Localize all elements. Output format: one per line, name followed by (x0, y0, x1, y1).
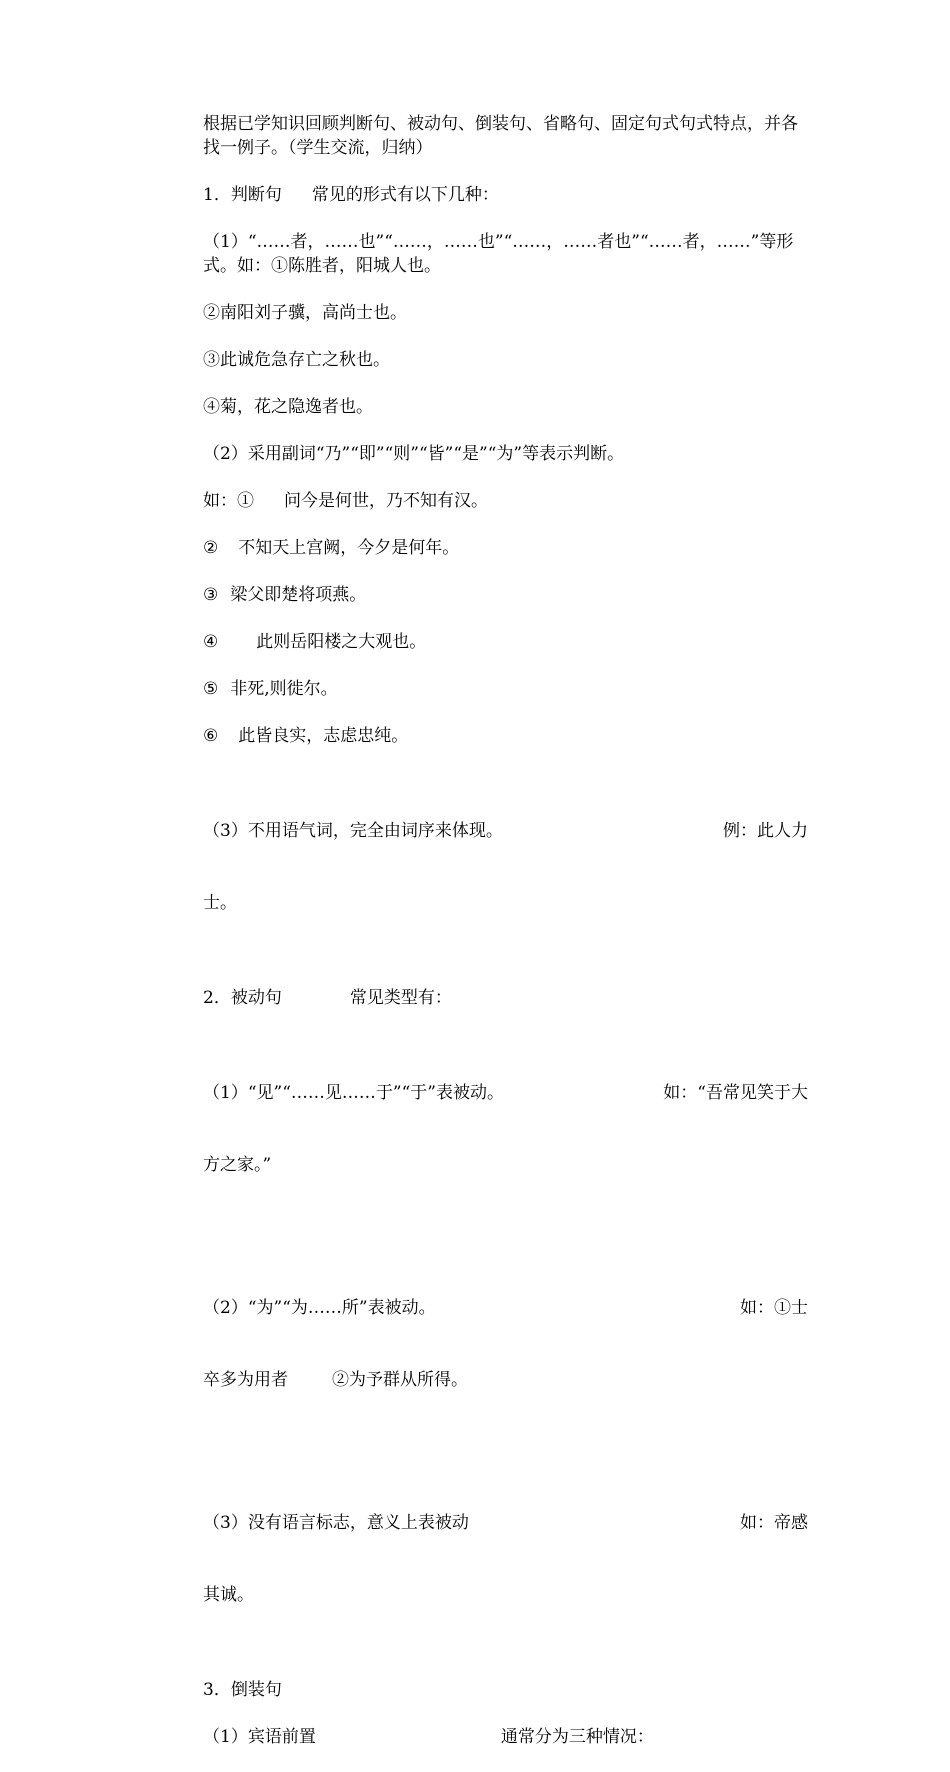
adverb-example-3 (203, 583, 808, 607)
paragraph-note: 通常分为三种情况： (500, 1727, 654, 1747)
judgment-example-2: ②南阳刘子骥，高尚士也。 (203, 303, 407, 323)
adverb-example-2 (203, 536, 808, 560)
adverb-example-1 (203, 489, 808, 513)
example-text: 梁父即楚将项燕。 (230, 585, 367, 605)
example-text: 不知天上宫阙，今夕是何年。 (238, 538, 460, 558)
intro-paragraph: 根据已学知识回顾判断句、被动句、倒装句、省略句、固定句式句式特点，并各找一例子。（学生交流，归纳） (203, 114, 798, 158)
example-marker: ⑤ (203, 679, 219, 699)
paragraph-continuation (203, 1368, 808, 1392)
section-1-title: 1．判断句 (203, 185, 282, 205)
section-1-heading (203, 183, 808, 207)
judgment-form-1-paragraph: （1）“……者，……也”“……，……也”“……，……者也”“……者，……”等形式。如：①陈胜者，阳城人也。 (203, 232, 794, 276)
example-lead: 如：①士 (740, 1298, 808, 1318)
passive-form-2-paragraph (203, 1248, 808, 1440)
example-text: 此则岳阳楼之大观也。 (256, 632, 427, 652)
section-1-subtitle: 常见的形式有以下几种： (311, 185, 499, 205)
section-2-title: 2．被动句 (203, 988, 282, 1008)
paragraph-first-line (203, 1511, 808, 1535)
paragraph-first-line (203, 1296, 808, 1320)
adverb-example-5 (203, 677, 808, 701)
paragraph-continuation: 其诚。 (203, 1585, 254, 1605)
example-text: 卒多为用者 (203, 1370, 288, 1390)
paragraph-text: （1）“见”“……见……于”“于”表被动。 (203, 1083, 504, 1103)
section-2-heading (203, 986, 808, 1010)
passive-form-1-paragraph (203, 1033, 808, 1225)
example-lead: 例：此人力 (723, 821, 808, 841)
section-3-heading: 3．倒装句 (203, 1680, 282, 1700)
example-text: ②为予群从所得。 (332, 1370, 468, 1390)
passive-form-3-paragraph (203, 1463, 808, 1655)
example-text: 问今是何世，乃不知有汉。 (284, 491, 488, 511)
paragraph-text: （3）没有语言标志，意义上表被动 (203, 1513, 469, 1533)
paragraph-continuation: 方之家。” (203, 1155, 272, 1175)
adverb-example-6 (203, 724, 808, 748)
example-marker: ⑥ (203, 726, 219, 746)
judgment-form-2-paragraph: （2）采用副词“乃”“即”“则”“皆”“是”“为”等表示判断。 (203, 444, 625, 464)
paragraph-continuation: 士。 (203, 893, 237, 913)
paragraph-text: （1）宾语前置 (203, 1727, 316, 1747)
example-lead: 如：“吾常见笑于大 (663, 1083, 808, 1103)
paragraph-text: （3）不用语气词，完全由词序来体现。 (203, 821, 503, 841)
paragraph-first-line (203, 819, 808, 843)
example-marker: ④ (203, 632, 219, 652)
adverb-example-4 (203, 630, 808, 654)
judgment-example-4: ④菊，花之隐逸者也。 (203, 397, 373, 417)
example-text: 此皆良实，志虑忠纯。 (238, 726, 409, 746)
judgment-example-3: ③此诚危急存亡之秋也。 (203, 350, 390, 370)
paragraph-text: （2）“为”“为……所”表被动。 (203, 1298, 436, 1318)
example-marker: ② (203, 538, 219, 558)
example-lead: 如：帝感 (740, 1513, 808, 1533)
paragraph-first-line (203, 1081, 808, 1105)
example-marker: ③ (203, 585, 219, 605)
judgment-form-3-paragraph (203, 771, 808, 963)
document-body (203, 112, 808, 1772)
example-text: 非死,则徙尔。 (230, 679, 338, 699)
inversion-form-1-paragraph (203, 1725, 808, 1749)
section-2-subtitle: 常见类型有： (349, 988, 452, 1008)
example-marker: 如：① (203, 491, 254, 511)
